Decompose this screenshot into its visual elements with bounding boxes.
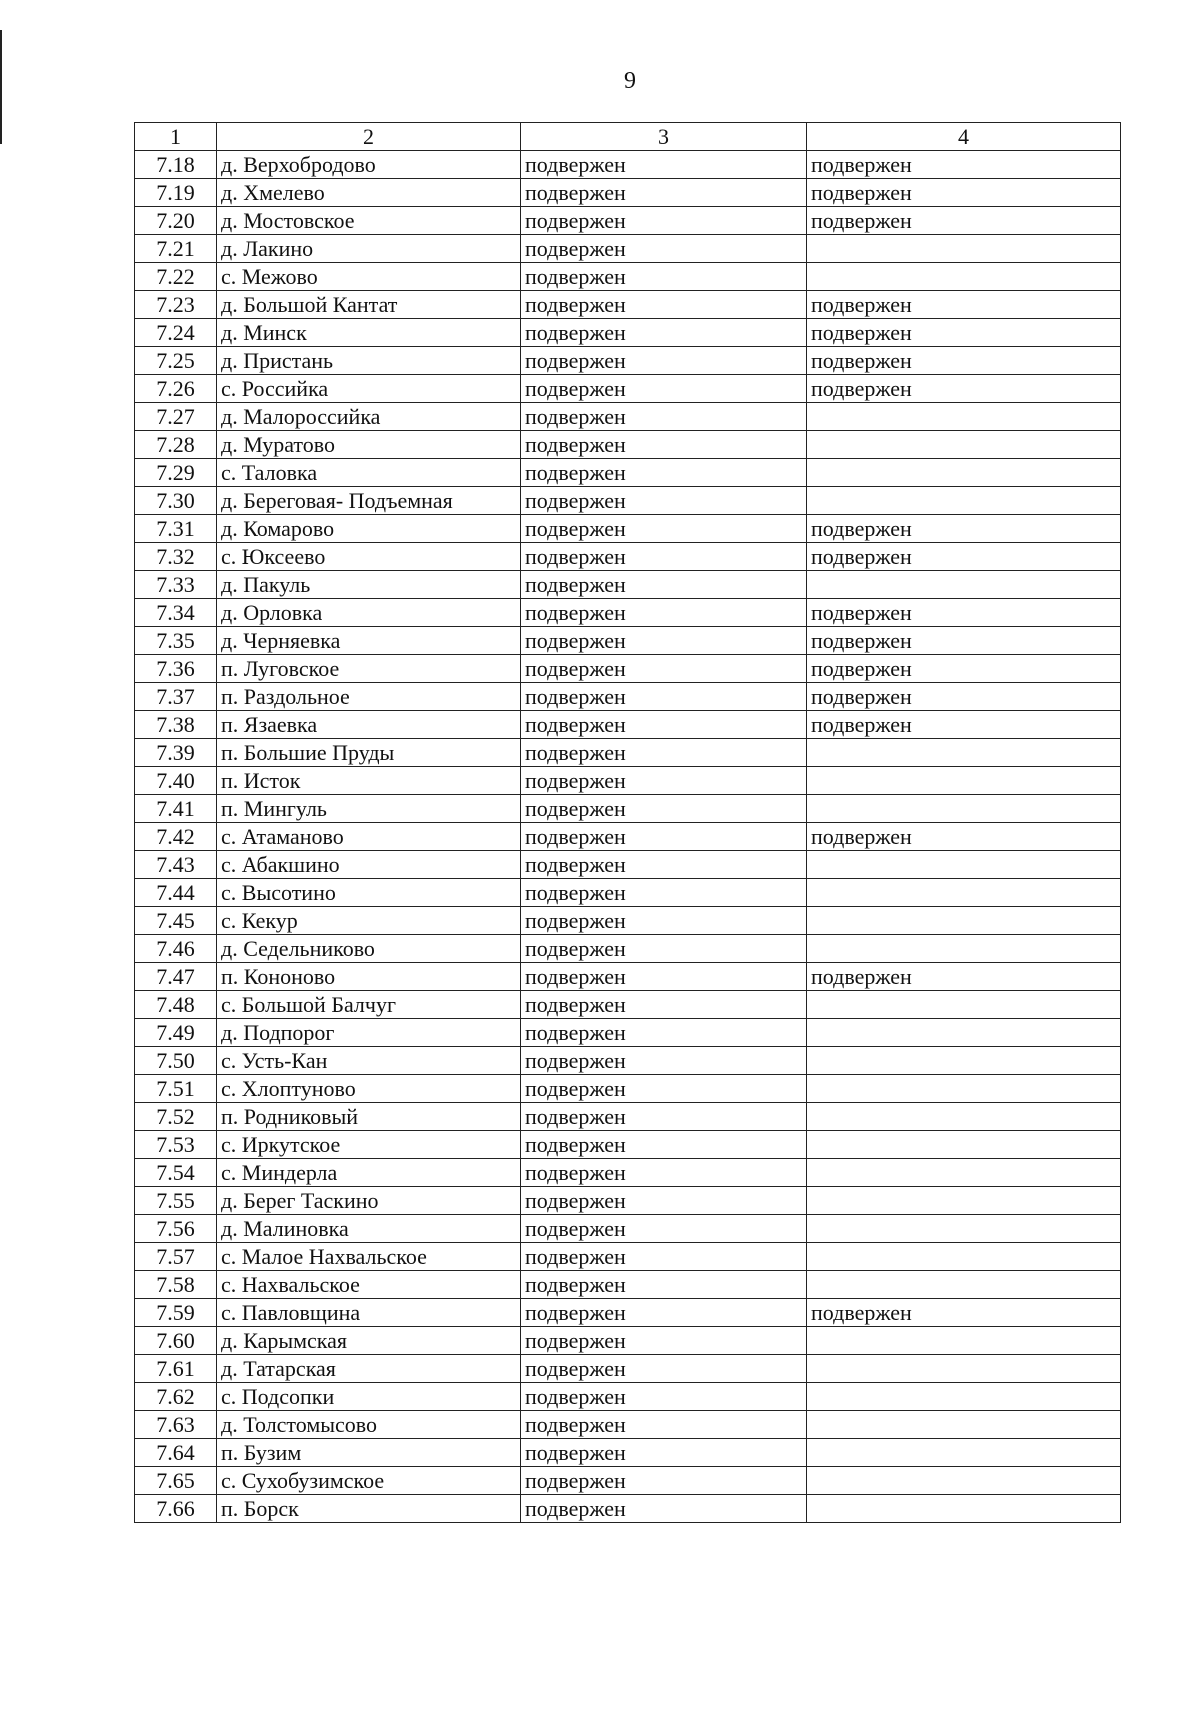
status-col3-cell: подвержен bbox=[521, 739, 807, 767]
table-row bbox=[135, 431, 1121, 459]
status-col4-cell bbox=[807, 879, 1121, 907]
table-row bbox=[135, 627, 1121, 655]
status-col4-cell bbox=[807, 571, 1121, 599]
table-row bbox=[135, 319, 1121, 347]
row-number-cell: 7.44 bbox=[135, 879, 217, 907]
table-row bbox=[135, 1383, 1121, 1411]
settlement-name-cell: д. Муратово bbox=[217, 431, 521, 459]
status-col3-cell: подвержен bbox=[521, 431, 807, 459]
row-number-cell: 7.46 bbox=[135, 935, 217, 963]
settlement-name-cell: п. Большие Пруды bbox=[217, 739, 521, 767]
status-col4-cell: подвержен bbox=[807, 319, 1121, 347]
row-number-cell: 7.62 bbox=[135, 1383, 217, 1411]
row-number-cell: 7.58 bbox=[135, 1271, 217, 1299]
status-col3-cell: подвержен bbox=[521, 1131, 807, 1159]
status-col3-cell: подвержен bbox=[521, 263, 807, 291]
settlement-name-cell: с. Атаманово bbox=[217, 823, 521, 851]
status-col4-cell: подвержен bbox=[807, 1299, 1121, 1327]
status-col3-cell: подвержен bbox=[521, 1019, 807, 1047]
row-number-cell: 7.47 bbox=[135, 963, 217, 991]
status-col4-cell: подвержен bbox=[807, 823, 1121, 851]
table-row bbox=[135, 655, 1121, 683]
status-col3-cell: подвержен bbox=[521, 683, 807, 711]
settlement-name-cell: д. Малороссийка bbox=[217, 403, 521, 431]
status-col3-cell: подвержен bbox=[521, 1467, 807, 1495]
table-row bbox=[135, 851, 1121, 879]
row-number-cell: 7.43 bbox=[135, 851, 217, 879]
status-col3-cell: подвержен bbox=[521, 459, 807, 487]
table-row bbox=[135, 515, 1121, 543]
table-row bbox=[135, 1299, 1121, 1327]
status-col3-cell: подвержен bbox=[521, 207, 807, 235]
status-col3-cell: подвержен bbox=[521, 1299, 807, 1327]
status-col4-cell bbox=[807, 235, 1121, 263]
table-row bbox=[135, 1019, 1121, 1047]
row-number-cell: 7.32 bbox=[135, 543, 217, 571]
status-col3-cell: подвержен bbox=[521, 179, 807, 207]
table-row bbox=[135, 1243, 1121, 1271]
status-col4-cell bbox=[807, 431, 1121, 459]
row-number-cell: 7.37 bbox=[135, 683, 217, 711]
settlement-name-cell: д. Седельниково bbox=[217, 935, 521, 963]
settlement-name-cell: д. Мостовское bbox=[217, 207, 521, 235]
settlement-name-cell: с. Миндерла bbox=[217, 1159, 521, 1187]
table-row bbox=[135, 795, 1121, 823]
settlement-name-cell: с. Сухобузимское bbox=[217, 1467, 521, 1495]
status-col3-cell: подвержен bbox=[521, 879, 807, 907]
settlement-name-cell: д. Комарово bbox=[217, 515, 521, 543]
settlement-name-cell: п. Исток bbox=[217, 767, 521, 795]
table-row bbox=[135, 291, 1121, 319]
status-col4-cell: подвержен bbox=[807, 711, 1121, 739]
settlement-name-cell: с. Нахвальское bbox=[217, 1271, 521, 1299]
status-col4-cell bbox=[807, 767, 1121, 795]
settlement-name-cell: д. Орловка bbox=[217, 599, 521, 627]
table-row bbox=[135, 235, 1121, 263]
row-number-cell: 7.41 bbox=[135, 795, 217, 823]
row-number-cell: 7.63 bbox=[135, 1411, 217, 1439]
settlement-name-cell: д. Береговая- Подъемная bbox=[217, 487, 521, 515]
header-col-1: 1 bbox=[135, 123, 217, 151]
status-col4-cell bbox=[807, 1215, 1121, 1243]
row-number-cell: 7.56 bbox=[135, 1215, 217, 1243]
table-row bbox=[135, 879, 1121, 907]
page-number: 9 bbox=[624, 68, 636, 94]
settlement-name-cell: с. Хлоптуново bbox=[217, 1075, 521, 1103]
status-col4-cell bbox=[807, 739, 1121, 767]
table-row bbox=[135, 571, 1121, 599]
row-number-cell: 7.24 bbox=[135, 319, 217, 347]
status-col4-cell bbox=[807, 991, 1121, 1019]
row-number-cell: 7.30 bbox=[135, 487, 217, 515]
status-col3-cell: подвержен bbox=[521, 795, 807, 823]
status-col4-cell bbox=[807, 851, 1121, 879]
row-number-cell: 7.66 bbox=[135, 1495, 217, 1523]
status-col3-cell: подвержен bbox=[521, 151, 807, 179]
settlement-name-cell: д. Лакино bbox=[217, 235, 521, 263]
status-col3-cell: подвержен bbox=[521, 767, 807, 795]
settlement-name-cell: с. Российка bbox=[217, 375, 521, 403]
status-col4-cell bbox=[807, 1383, 1121, 1411]
status-col3-cell: подвержен bbox=[521, 823, 807, 851]
row-number-cell: 7.23 bbox=[135, 291, 217, 319]
status-col4-cell bbox=[807, 1159, 1121, 1187]
settlement-name-cell: д. Малиновка bbox=[217, 1215, 521, 1243]
status-col3-cell: подвержен bbox=[521, 1215, 807, 1243]
status-col3-cell: подвержен bbox=[521, 1439, 807, 1467]
table-row bbox=[135, 767, 1121, 795]
table-row bbox=[135, 487, 1121, 515]
table-row bbox=[135, 459, 1121, 487]
settlement-name-cell: п. Язаевка bbox=[217, 711, 521, 739]
settlement-name-cell: с. Иркутское bbox=[217, 1131, 521, 1159]
status-col3-cell: подвержен bbox=[521, 851, 807, 879]
settlement-name-cell: п. Луговское bbox=[217, 655, 521, 683]
status-col4-cell: подвержен bbox=[807, 151, 1121, 179]
table-row bbox=[135, 935, 1121, 963]
table-row bbox=[135, 1075, 1121, 1103]
settlement-name-cell: д. Черняевка bbox=[217, 627, 521, 655]
row-number-cell: 7.64 bbox=[135, 1439, 217, 1467]
status-col3-cell: подвержен bbox=[521, 1271, 807, 1299]
table-row bbox=[135, 1159, 1121, 1187]
status-col4-cell bbox=[807, 403, 1121, 431]
status-col4-cell: подвержен bbox=[807, 207, 1121, 235]
settlements-table bbox=[134, 122, 1121, 1523]
table-row bbox=[135, 991, 1121, 1019]
status-col3-cell: подвержен bbox=[521, 1075, 807, 1103]
status-col4-cell: подвержен bbox=[807, 963, 1121, 991]
table-row bbox=[135, 1467, 1121, 1495]
settlement-name-cell: д. Хмелево bbox=[217, 179, 521, 207]
row-number-cell: 7.27 bbox=[135, 403, 217, 431]
settlement-name-cell: д. Татарская bbox=[217, 1355, 521, 1383]
settlement-name-cell: п. Бузим bbox=[217, 1439, 521, 1467]
settlement-name-cell: д. Пристань bbox=[217, 347, 521, 375]
settlement-name-cell: д. Минск bbox=[217, 319, 521, 347]
status-col3-cell: подвержен bbox=[521, 627, 807, 655]
row-number-cell: 7.55 bbox=[135, 1187, 217, 1215]
status-col4-cell bbox=[807, 1411, 1121, 1439]
settlement-name-cell: с. Межово bbox=[217, 263, 521, 291]
settlement-name-cell: д. Пакуль bbox=[217, 571, 521, 599]
settlement-name-cell: п. Борск bbox=[217, 1495, 521, 1523]
row-number-cell: 7.19 bbox=[135, 179, 217, 207]
row-number-cell: 7.45 bbox=[135, 907, 217, 935]
row-number-cell: 7.33 bbox=[135, 571, 217, 599]
header-col-4: 4 bbox=[807, 123, 1121, 151]
status-col3-cell: подвержен bbox=[521, 1159, 807, 1187]
status-col3-cell: подвержен bbox=[521, 1411, 807, 1439]
settlement-name-cell: д. Верхобродово bbox=[217, 151, 521, 179]
status-col3-cell: подвержен bbox=[521, 515, 807, 543]
settlement-name-cell: д. Карымская bbox=[217, 1327, 521, 1355]
settlement-name-cell: с. Кекур bbox=[217, 907, 521, 935]
status-col4-cell: подвержен bbox=[807, 375, 1121, 403]
row-number-cell: 7.25 bbox=[135, 347, 217, 375]
table-row bbox=[135, 1411, 1121, 1439]
status-col3-cell: подвержен bbox=[521, 1495, 807, 1523]
status-col3-cell: подвержен bbox=[521, 319, 807, 347]
row-number-cell: 7.22 bbox=[135, 263, 217, 291]
status-col4-cell bbox=[807, 459, 1121, 487]
settlement-name-cell: с. Таловка bbox=[217, 459, 521, 487]
settlement-name-cell: д. Подпорог bbox=[217, 1019, 521, 1047]
table-row bbox=[135, 1327, 1121, 1355]
status-col4-cell bbox=[807, 907, 1121, 935]
status-col3-cell: подвержен bbox=[521, 403, 807, 431]
table-row bbox=[135, 823, 1121, 851]
status-col3-cell: подвержен bbox=[521, 1243, 807, 1271]
row-number-cell: 7.20 bbox=[135, 207, 217, 235]
row-number-cell: 7.65 bbox=[135, 1467, 217, 1495]
table-row bbox=[135, 963, 1121, 991]
settlement-name-cell: с. Павловщина bbox=[217, 1299, 521, 1327]
row-number-cell: 7.57 bbox=[135, 1243, 217, 1271]
settlement-name-cell: с. Усть-Кан bbox=[217, 1047, 521, 1075]
row-number-cell: 7.36 bbox=[135, 655, 217, 683]
table-row bbox=[135, 179, 1121, 207]
row-number-cell: 7.42 bbox=[135, 823, 217, 851]
table-row bbox=[135, 1215, 1121, 1243]
row-number-cell: 7.49 bbox=[135, 1019, 217, 1047]
row-number-cell: 7.60 bbox=[135, 1327, 217, 1355]
settlement-name-cell: д. Толстомысово bbox=[217, 1411, 521, 1439]
header-col-2: 2 bbox=[217, 123, 521, 151]
status-col3-cell: подвержен bbox=[521, 1327, 807, 1355]
settlement-name-cell: д. Берег Таскино bbox=[217, 1187, 521, 1215]
table-header-row bbox=[135, 123, 1121, 151]
status-col4-cell: подвержен bbox=[807, 347, 1121, 375]
status-col3-cell: подвержен bbox=[521, 543, 807, 571]
status-col4-cell bbox=[807, 1439, 1121, 1467]
status-col4-cell bbox=[807, 1047, 1121, 1075]
settlement-name-cell: с. Высотино bbox=[217, 879, 521, 907]
status-col4-cell: подвержен bbox=[807, 627, 1121, 655]
table-row bbox=[135, 1439, 1121, 1467]
status-col4-cell bbox=[807, 1467, 1121, 1495]
table-row bbox=[135, 907, 1121, 935]
status-col4-cell: подвержен bbox=[807, 179, 1121, 207]
status-col3-cell: подвержен bbox=[521, 1383, 807, 1411]
row-number-cell: 7.29 bbox=[135, 459, 217, 487]
status-col3-cell: подвержен bbox=[521, 235, 807, 263]
status-col4-cell bbox=[807, 1243, 1121, 1271]
settlement-name-cell: с. Большой Балчуг bbox=[217, 991, 521, 1019]
table-row bbox=[135, 543, 1121, 571]
row-number-cell: 7.59 bbox=[135, 1299, 217, 1327]
settlement-name-cell: п. Мингуль bbox=[217, 795, 521, 823]
table-row bbox=[135, 599, 1121, 627]
status-col3-cell: подвержен bbox=[521, 599, 807, 627]
status-col4-cell: подвержен bbox=[807, 683, 1121, 711]
status-col4-cell bbox=[807, 1187, 1121, 1215]
settlement-name-cell: с. Юксеево bbox=[217, 543, 521, 571]
row-number-cell: 7.61 bbox=[135, 1355, 217, 1383]
table-row bbox=[135, 711, 1121, 739]
settlement-name-cell: п. Раздольное bbox=[217, 683, 521, 711]
table-row bbox=[135, 1187, 1121, 1215]
row-number-cell: 7.18 bbox=[135, 151, 217, 179]
row-number-cell: 7.28 bbox=[135, 431, 217, 459]
status-col4-cell bbox=[807, 795, 1121, 823]
status-col4-cell bbox=[807, 1019, 1121, 1047]
status-col3-cell: подвержен bbox=[521, 291, 807, 319]
status-col3-cell: подвержен bbox=[521, 935, 807, 963]
status-col3-cell: подвержен bbox=[521, 655, 807, 683]
row-number-cell: 7.31 bbox=[135, 515, 217, 543]
settlement-name-cell: с. Подсопки bbox=[217, 1383, 521, 1411]
table-row bbox=[135, 683, 1121, 711]
status-col4-cell bbox=[807, 263, 1121, 291]
table-row bbox=[135, 207, 1121, 235]
row-number-cell: 7.40 bbox=[135, 767, 217, 795]
status-col4-cell: подвержен bbox=[807, 655, 1121, 683]
settlement-name-cell: д. Большой Кантат bbox=[217, 291, 521, 319]
row-number-cell: 7.52 bbox=[135, 1103, 217, 1131]
table-row bbox=[135, 1495, 1121, 1523]
status-col4-cell bbox=[807, 1327, 1121, 1355]
status-col4-cell bbox=[807, 1103, 1121, 1131]
status-col3-cell: подвержен bbox=[521, 375, 807, 403]
row-number-cell: 7.21 bbox=[135, 235, 217, 263]
table-row bbox=[135, 1047, 1121, 1075]
status-col4-cell bbox=[807, 1495, 1121, 1523]
row-number-cell: 7.54 bbox=[135, 1159, 217, 1187]
table-row bbox=[135, 1131, 1121, 1159]
status-col4-cell: подвержен bbox=[807, 291, 1121, 319]
table-row bbox=[135, 347, 1121, 375]
row-number-cell: 7.53 bbox=[135, 1131, 217, 1159]
table-row bbox=[135, 375, 1121, 403]
row-number-cell: 7.50 bbox=[135, 1047, 217, 1075]
settlement-name-cell: с. Абакшино bbox=[217, 851, 521, 879]
status-col4-cell: подвержен bbox=[807, 543, 1121, 571]
settlement-name-cell: п. Кононово bbox=[217, 963, 521, 991]
row-number-cell: 7.26 bbox=[135, 375, 217, 403]
table-row bbox=[135, 1271, 1121, 1299]
status-col4-cell bbox=[807, 935, 1121, 963]
status-col4-cell bbox=[807, 1075, 1121, 1103]
table-row bbox=[135, 403, 1121, 431]
status-col3-cell: подвержен bbox=[521, 907, 807, 935]
row-number-cell: 7.48 bbox=[135, 991, 217, 1019]
table-row bbox=[135, 151, 1121, 179]
status-col3-cell: подвержен bbox=[521, 1187, 807, 1215]
status-col4-cell bbox=[807, 1131, 1121, 1159]
status-col4-cell bbox=[807, 1355, 1121, 1383]
row-number-cell: 7.34 bbox=[135, 599, 217, 627]
status-col3-cell: подвержен bbox=[521, 711, 807, 739]
header-col-3: 3 bbox=[521, 123, 807, 151]
status-col3-cell: подвержен bbox=[521, 991, 807, 1019]
settlement-name-cell: п. Родниковый bbox=[217, 1103, 521, 1131]
status-col3-cell: подвержен bbox=[521, 1355, 807, 1383]
status-col3-cell: подвержен bbox=[521, 963, 807, 991]
table-body bbox=[135, 151, 1121, 1523]
settlement-name-cell: с. Малое Нахвальское bbox=[217, 1243, 521, 1271]
status-col4-cell bbox=[807, 1271, 1121, 1299]
status-col3-cell: подвержен bbox=[521, 487, 807, 515]
row-number-cell: 7.35 bbox=[135, 627, 217, 655]
status-col4-cell: подвержен bbox=[807, 599, 1121, 627]
row-number-cell: 7.39 bbox=[135, 739, 217, 767]
status-col3-cell: подвержен bbox=[521, 571, 807, 599]
status-col3-cell: подвержен bbox=[521, 1103, 807, 1131]
row-number-cell: 7.38 bbox=[135, 711, 217, 739]
status-col3-cell: подвержен bbox=[521, 1047, 807, 1075]
row-number-cell: 7.51 bbox=[135, 1075, 217, 1103]
table-row bbox=[135, 1103, 1121, 1131]
status-col4-cell bbox=[807, 487, 1121, 515]
table-row bbox=[135, 739, 1121, 767]
status-col4-cell: подвержен bbox=[807, 515, 1121, 543]
table-row bbox=[135, 263, 1121, 291]
status-col3-cell: подвержен bbox=[521, 347, 807, 375]
table-row bbox=[135, 1355, 1121, 1383]
